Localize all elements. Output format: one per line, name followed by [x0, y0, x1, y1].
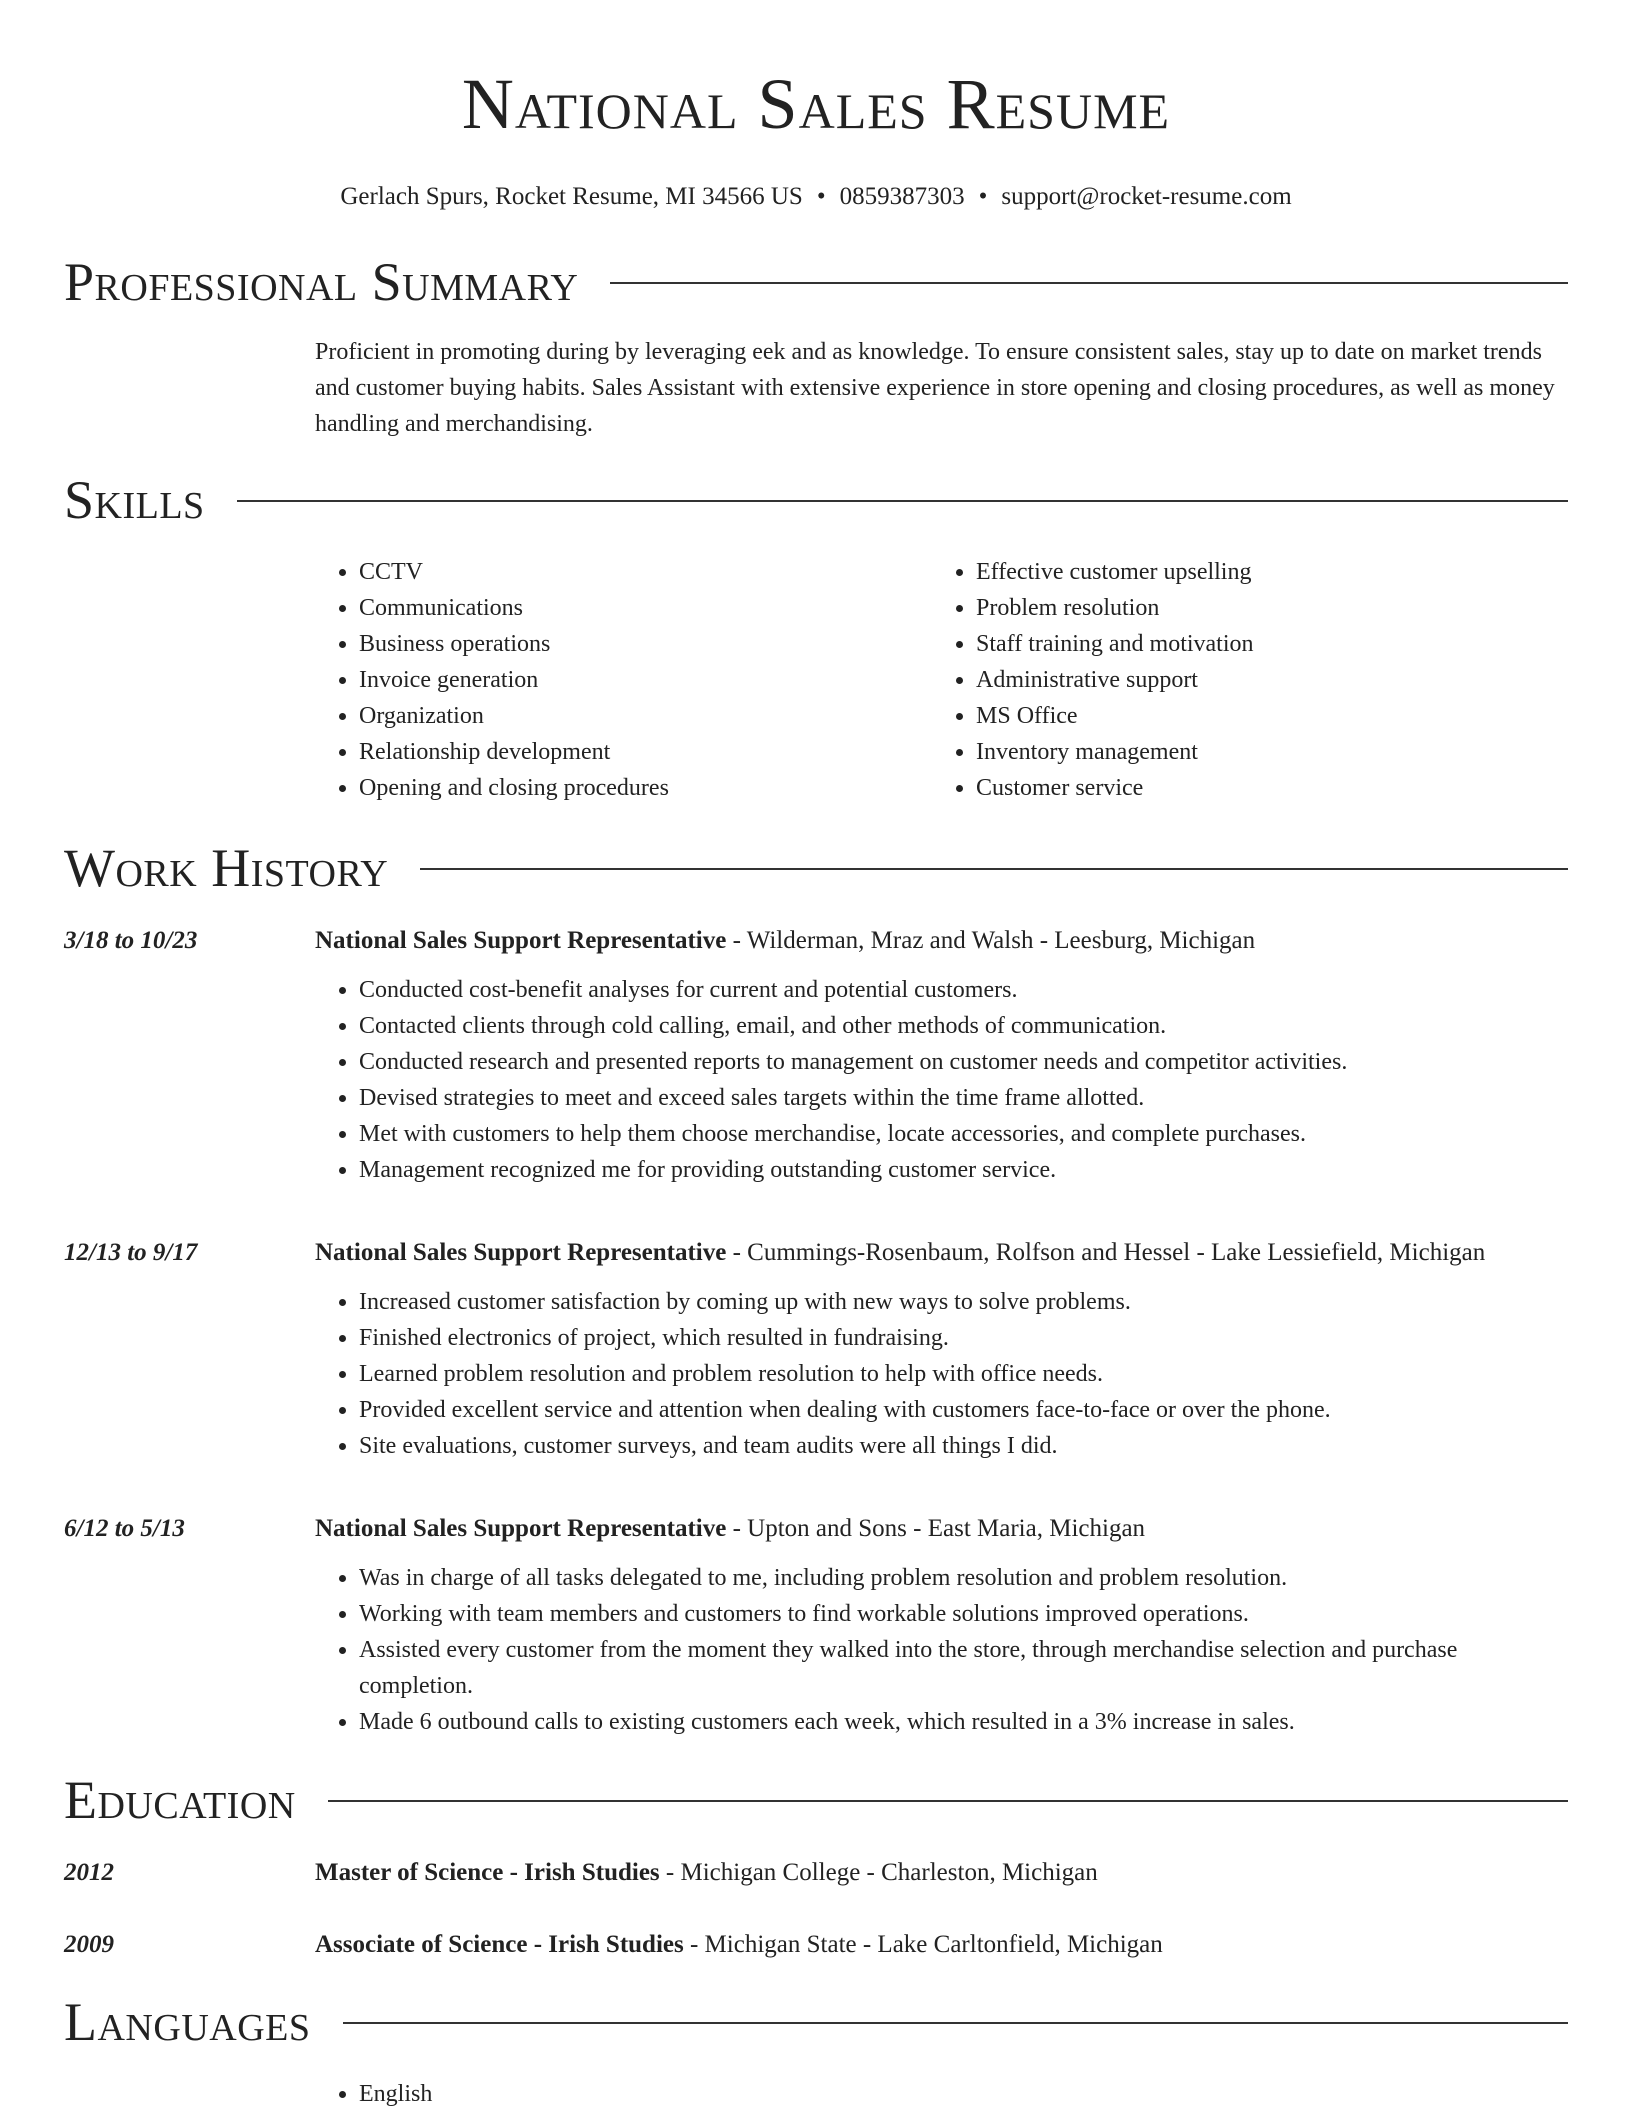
education-heading: Education: [64, 1770, 296, 1830]
education-content: [315, 1854, 1568, 1892]
contact-email: support@rocket-resume.com: [1001, 183, 1292, 210]
languages-section-header: [64, 1990, 1568, 2054]
job-content: [315, 1510, 1568, 1740]
job-bullet: • Assisted every customer from the moment they walked into the store, through merchandise selection and purchase completion.: [359, 1632, 1568, 1704]
education-year: 2009: [64, 1931, 114, 1958]
skill-item: • Opening and closing procedures: [359, 770, 932, 806]
education-degree: Associate of Science - Irish Studies: [315, 1931, 684, 1958]
job-heading: [315, 1234, 1568, 1272]
job-title: National Sales Support Representative: [315, 1515, 727, 1542]
skills-section-header: [64, 468, 1568, 532]
job-entry: [64, 922, 1568, 1188]
education-section-header: [64, 1768, 1568, 1832]
contact-separator: •: [978, 183, 988, 210]
education-entry: [64, 1854, 1568, 1892]
job-bullet: • Made 6 outbound calls to existing customers each week, which resulted in a 3% increase in sales.: [359, 1704, 1568, 1740]
summary-section-header: [64, 250, 1568, 314]
job-content: [315, 1234, 1568, 1464]
job-bullets: [315, 1284, 1568, 1464]
skills-list: [315, 554, 1568, 806]
job-dates: 12/13 to 9/17: [64, 1239, 198, 1266]
work-heading: Work History: [64, 838, 389, 898]
section-divider: [420, 868, 1568, 870]
education-year: 2012: [64, 1859, 114, 1886]
job-title: National Sales Support Representative: [315, 1239, 727, 1266]
languages-heading: Languages: [64, 1992, 311, 2052]
skill-item: • Problem resolution: [976, 590, 1549, 626]
skill-item: • Invoice generation: [359, 662, 932, 698]
skills-heading: Skills: [64, 470, 205, 530]
education-list: [64, 1854, 1568, 1964]
section-divider: [610, 282, 1568, 284]
contact-separator: •: [816, 183, 826, 210]
education-school: - Michigan College - Charleston, Michigan: [659, 1859, 1098, 1886]
job-bullet: • Met with customers to help them choose merchandise, locate accessories, and complete purchases.: [359, 1116, 1568, 1152]
job-employer-location: - Wilderman, Mraz and Walsh - Leesburg, Michigan: [726, 927, 1256, 954]
job-bullet: • Was in charge of all tasks delegated to me, including problem resolution and problem resolution.: [359, 1560, 1568, 1596]
job-bullet: • Provided excellent service and attention when dealing with customers face-to-face or over the phone.: [359, 1392, 1568, 1428]
job-heading: [315, 1510, 1568, 1548]
contact-line: [64, 180, 1568, 214]
job-bullet: • Site evaluations, customer surveys, and team audits were all things I did.: [359, 1428, 1568, 1464]
job-bullet: • Learned problem resolution and problem resolution to help with office needs.: [359, 1356, 1568, 1392]
skill-item: • Customer service: [976, 770, 1549, 806]
job-bullets: [315, 972, 1568, 1188]
education-degree: Master of Science - Irish Studies: [315, 1859, 660, 1886]
job-bullet: • Working with team members and customers to find workable solutions improved operations.: [359, 1596, 1568, 1632]
languages-list: [315, 2076, 1568, 2112]
job-heading: [315, 922, 1568, 960]
job-employer-location: - Upton and Sons - East Maria, Michigan: [726, 1515, 1146, 1542]
skill-item: • Inventory management: [976, 734, 1549, 770]
summary-heading: Professional Summary: [64, 252, 579, 312]
job-bullet: • Contacted clients through cold calling, email, and other methods of communication.: [359, 1008, 1568, 1044]
skill-item: • Administrative support: [976, 662, 1549, 698]
skill-item: • Organization: [359, 698, 932, 734]
skills-column-right: [932, 554, 1549, 806]
contact-phone: 0859387303: [839, 183, 965, 210]
summary-text: Proficient in promoting during by leveraging eek and as knowledge. To ensure consistent sales, stay up to date on market trends and customer buying habits. Sales Assistant with extensive experience in store opening and closing procedures, as well as money handling and merchandising.: [315, 339, 1555, 437]
job-bullets: [315, 1560, 1568, 1740]
work-history-list: [64, 922, 1568, 1740]
job-bullet: • Conducted cost-benefit analyses for current and potential customers.: [359, 972, 1568, 1008]
contact-address: Gerlach Spurs, Rocket Resume, MI 34566 US: [340, 183, 803, 210]
languages-bullets: [315, 2076, 1568, 2112]
skill-item: • Relationship development: [359, 734, 932, 770]
job-content: [315, 922, 1568, 1188]
job-bullet: • Increased customer satisfaction by coming up with new ways to solve problems.: [359, 1284, 1568, 1320]
job-bullet: • Finished electronics of project, which resulted in fundraising.: [359, 1320, 1568, 1356]
section-divider: [343, 2022, 1569, 2024]
work-section-header: [64, 836, 1568, 900]
education-content: [315, 1926, 1568, 1964]
job-bullet: • Management recognized me for providing outstanding customer service.: [359, 1152, 1568, 1188]
section-divider: [237, 500, 1568, 502]
skill-item: • MS Office: [976, 698, 1549, 734]
resume-title: National Sales Resume: [461, 64, 1171, 144]
language-item: • English: [359, 2076, 1568, 2112]
skill-item: • CCTV: [359, 554, 932, 590]
job-bullet: • Conducted research and presented reports to management on customer needs and competitor activities.: [359, 1044, 1568, 1080]
job-entry: [64, 1510, 1568, 1740]
education-school: - Michigan State - Lake Carltonfield, Michigan: [683, 1931, 1163, 1958]
job-dates: 6/12 to 5/13: [64, 1515, 185, 1542]
skills-column-left: [315, 554, 932, 806]
skill-item: • Communications: [359, 590, 932, 626]
job-title: National Sales Support Representative: [315, 927, 727, 954]
skill-item: • Effective customer upselling: [976, 554, 1549, 590]
section-divider: [328, 1800, 1568, 1802]
job-dates: 3/18 to 10/23: [64, 927, 198, 954]
skill-item: • Business operations: [359, 626, 932, 662]
job-employer-location: - Cummings-Rosenbaum, Rolfson and Hessel - Lake Lessiefield, Michigan: [726, 1239, 1486, 1266]
education-entry: [64, 1926, 1568, 1964]
skill-item: • Staff training and motivation: [976, 626, 1549, 662]
job-bullet: • Devised strategies to meet and exceed sales targets within the time frame allotted.: [359, 1080, 1568, 1116]
job-entry: [64, 1234, 1568, 1464]
